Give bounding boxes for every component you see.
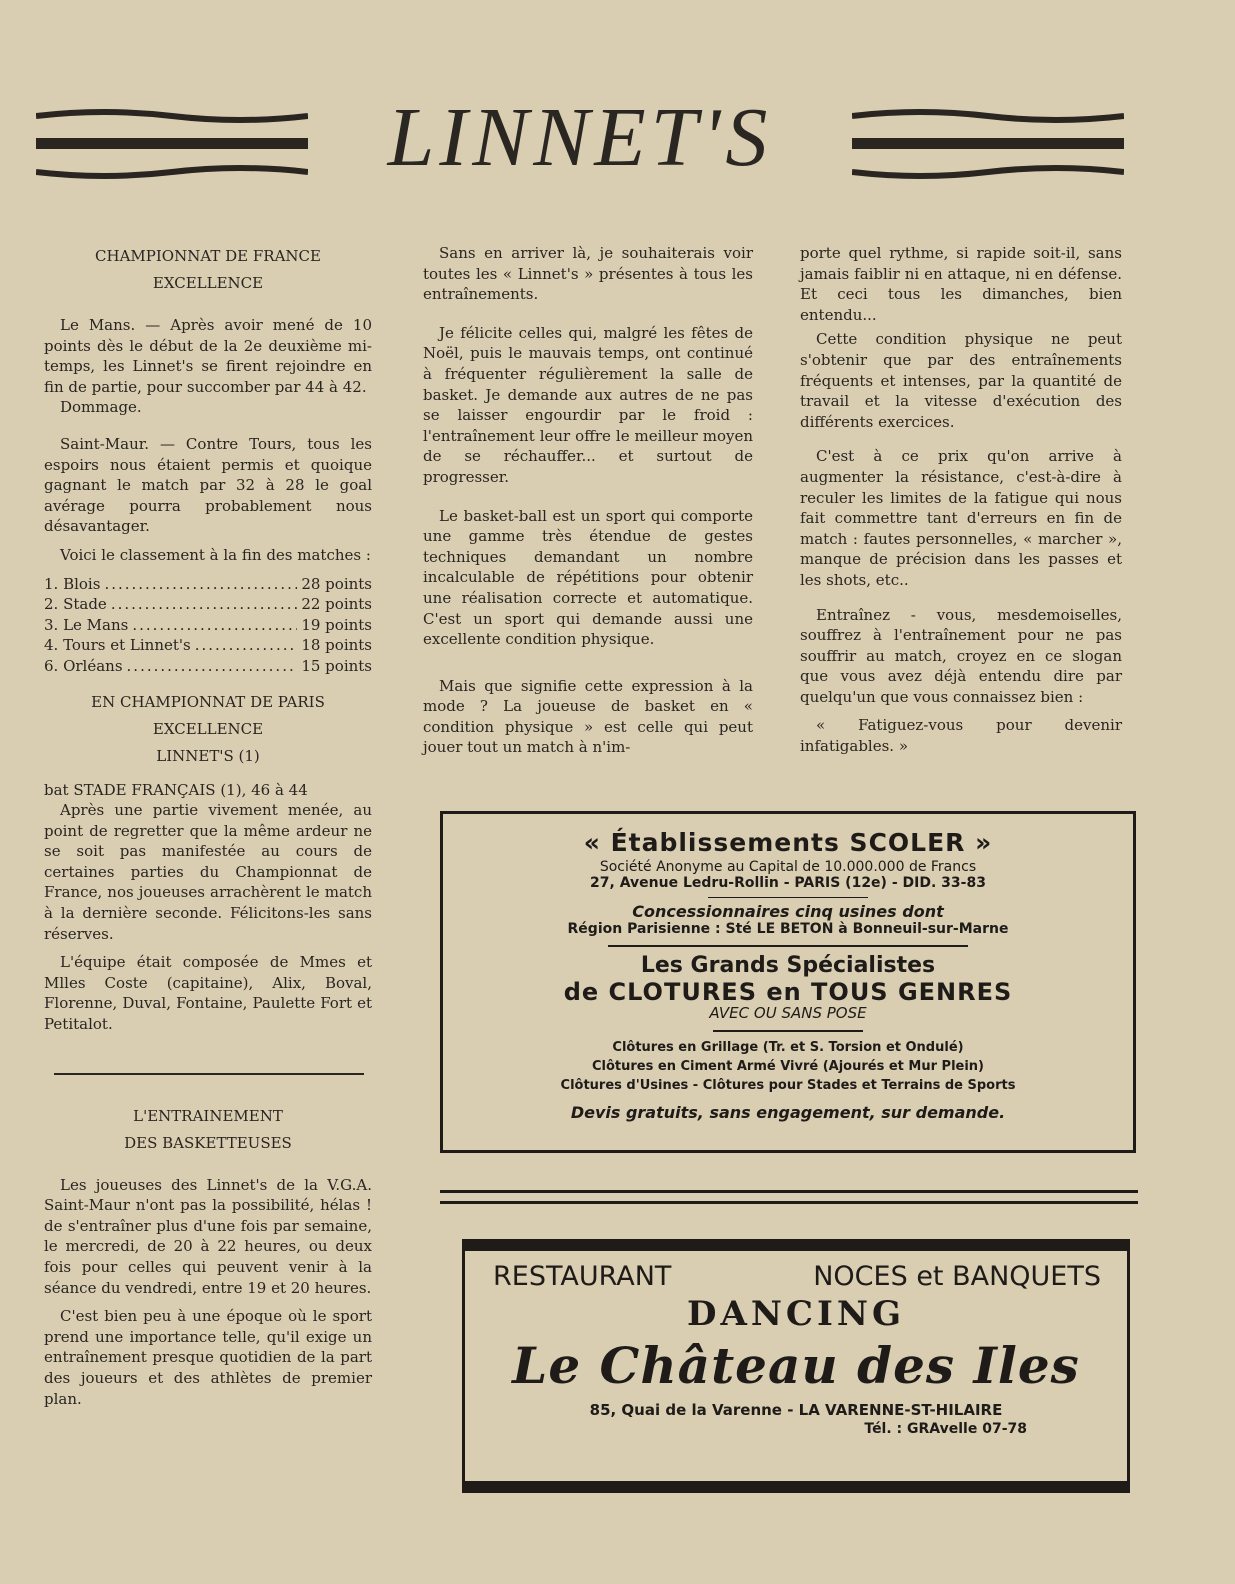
paragraph: « Fatiguez-vous pour devenir infatigables. »	[800, 716, 1122, 756]
ranking-row: 2. Stade ..... 22 points	[44, 594, 372, 615]
ranking-row: 4. Tours et Linnet's ..... 18 points	[44, 635, 372, 656]
paragraph: Les joueuses des Linnet's de la V.G.A. Saint-Maur n'ont pas la possibilité, hélas ! de s'entraîner plus d'une fois par semaine, le mercredi, de 20 à 22 heures, ou deux fois pour celles qui peuvent venir à la séance du vendredi, entre 19 et 20 heures.	[44, 1175, 372, 1297]
section-divider	[54, 1073, 364, 1075]
section-heading-entrainement: L'ENTRAINEMENT DES BASKETTEUSES	[124, 1106, 292, 1152]
ad-venue-name: Le Château des Iles	[512, 1336, 1080, 1395]
paragraph: Le Mans. — Après avoir mené de 10 points dès le début de la 2e deuxième mi-temps, les Linnet's se firent rejoindre en fin de partie, pour succomber par 44 à 42.	[44, 316, 372, 396]
paragraph: Cette condition physique ne peut s'obtenir que par des entraînements fréquents et intenses, par la quantité de travail et la vitesse d'exécution des différents exercices.	[800, 330, 1122, 431]
paragraph: C'est bien peu à une époque où le sport prend une importance telle, qu'il exige un entraînement presque quotidien de la part des joueurs et des athlètes de premier plan.	[44, 1307, 372, 1408]
ad-divider	[608, 945, 968, 947]
paragraph: Sans en arriver là, je souhaiterais voir toutes les « Linnet's » présentes à tous les entraînements.	[423, 244, 753, 304]
section-heading-championnat-paris: EN CHAMPIONNAT DE PARIS EXCELLENCE LINNET'S (1)	[91, 692, 325, 765]
paragraph: Dommage.	[60, 398, 142, 417]
ranking-row: 3. Le Mans ..... 19 points	[44, 615, 372, 636]
advertisement-chateau-des-iles	[462, 1239, 1130, 1493]
paragraph: Saint-Maur. — Contre Tours, tous les espoirs nous étaient permis et quoique gagnant le match par 32 à 28 le goal avérage pourra probablement nous désavantager.	[44, 434, 372, 536]
paragraph: Après une partie vivement menée, au point de regretter que la même ardeur ne se soit pas manifestée au cours de certaines parties du Championnat de France, nos joueuses arrachèrent le match à la dernière seconde. Félicitons-les sans réserves.	[44, 801, 372, 943]
ranking-row: 1. Blois ..... 28 points	[44, 574, 372, 595]
ranking-table	[44, 574, 372, 677]
double-rule-divider	[440, 1190, 1138, 1204]
paragraph: Entraînez - vous, mesdemoiselles, souffrez à l'entraînement pour ne pas souffrir au match, croyez en ce slogan que vous avez déjà entendu dire par quelqu'un que vous connaissez bien :	[800, 605, 1122, 706]
masthead-title: LINNET'S	[387, 91, 773, 184]
wavy-lines-right-ornament	[852, 108, 1124, 184]
ranking-row: 6. Orléans ..... 15 points	[44, 656, 372, 677]
ad-telephone: Tél. : GRAvelle 07-78	[864, 1421, 1027, 1437]
ad-divider	[713, 1030, 863, 1032]
ad-banquets-label: NOCES et BANQUETS	[813, 1261, 1101, 1292]
paragraph: L'équipe était composée de Mmes et Mlles Coste (capitaine), Alix, Boval, Florenne, Duval, Fontaine, Paulette Fort et Petitalot.	[44, 953, 372, 1034]
article-column-2	[423, 243, 753, 766]
paragraph: Je félicite celles qui, malgré les fêtes de Noël, puis le mauvais temps, ont continué à fréquenter régulièrement la salle de basket. Je demande aux autres de ne pas se laisser engourdir par le froid : l'entraînement leur offre le meilleur moyen de se réchauffer... et surtout de progresser.	[423, 323, 753, 486]
wavy-lines-left-ornament	[36, 108, 308, 184]
paragraph: bat STADE FRANÇAIS (1), 46 à 44	[44, 780, 308, 799]
section-heading-championnat-france: CHAMPIONNAT DE FRANCE EXCELLENCE	[95, 247, 321, 292]
ad-company-name: « Établissements SCOLER »	[583, 828, 993, 857]
paragraph: Le basket-ball est un sport qui comporte une gamme très étendue de gestes techniques demandant un nombre incalculable de répétitions pour obtenir une réalisation correcte et automatique. C'est un sport qui demande aussi une excellente condition physique.	[423, 506, 753, 649]
ad-address: 85, Quai de la Varenne - LA VARENNE-ST-HILAIRE	[589, 1401, 1003, 1419]
ad-dancing-label: DANCING	[686, 1294, 906, 1334]
paragraph: Voici le classement à la fin des matches :	[60, 545, 371, 564]
paragraph: Mais que signifie cette expression à la mode ? La joueuse de basket en « condition physique » est celle qui peut jouer tout un match à n'im-	[423, 676, 753, 757]
ad-restaurant-label: RESTAURANT	[493, 1261, 672, 1292]
paragraph: C'est à ce prix qu'on arrive à augmenter la résistance, c'est-à-dire à reculer les limites de la fatigue qui nous fait commettre tant d'erreurs en fin de match : fautes personnelles, « marcher », manque de précision dans les passes et les shots, etc..	[800, 447, 1122, 589]
ad-divider	[708, 897, 868, 898]
advertisement-scoler: « Établissements SCOLER » Société Anonyme au Capital de 10.000.000 de Francs 27, Avenue Ledru-Rollin - PARIS (12e) - DID. 33-83 Concessionnaires cinq usines dont Région Parisienne : Sté LE BETON à Bonneuil-sur-Marne Les Grands Spécialistes de CLOTURES en TOUS GENRES AVEC OU SANS POSE Clôtures en Grillage (Tr. et S. Torsion et Ondulé) Clôtures en Ciment Armé Vivré (Ajourés et Mur Plein) Clôtures d'Usines - Clôtures pour Stades et Terrains de Sports Devis gratuits, sans engagement, sur demande.	[440, 811, 1136, 1153]
article-column-3	[800, 243, 1122, 765]
article-column-1	[44, 243, 372, 1417]
paragraph: porte quel rythme, si rapide soit-il, sans jamais faiblir ni en attaque, ni en défense. Et ceci tous les dimanches, bien entendu...	[800, 244, 1122, 324]
